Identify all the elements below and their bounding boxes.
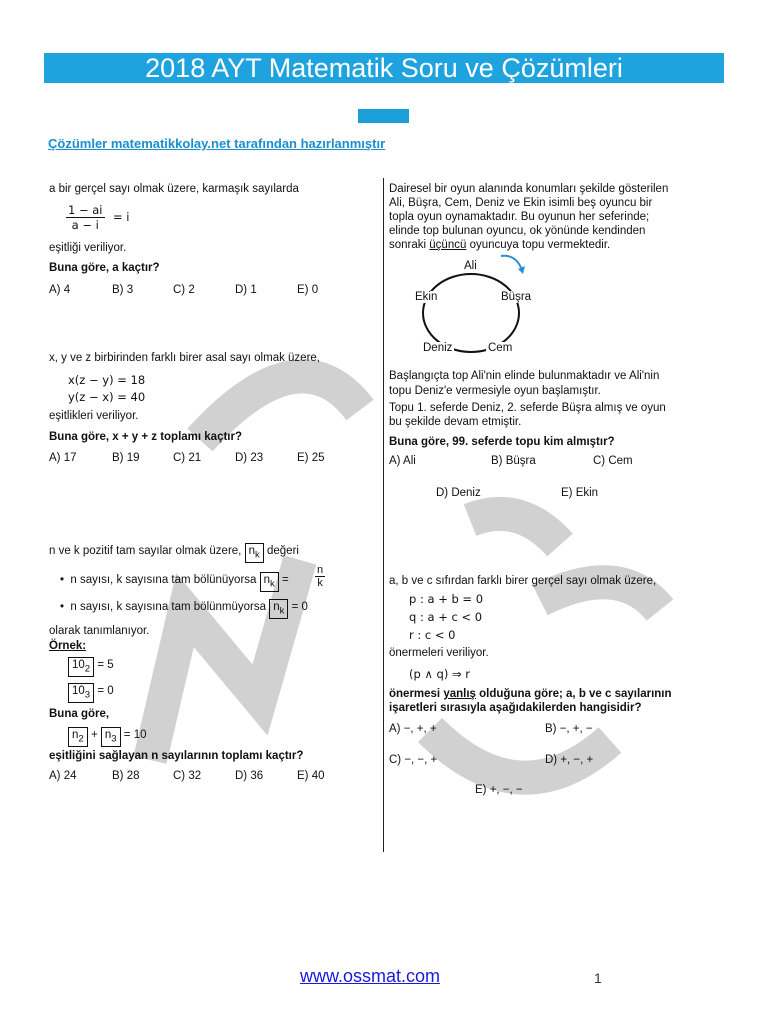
q3-b1-frac-den: k (317, 577, 323, 589)
q2-eq2: y(z − x) = 40 (68, 390, 146, 404)
q4-option-a[interactable]: A) Ali (389, 455, 416, 467)
q2-intro: x, y ve z birbirinden farklı birer asal sayı olmak üzere, (49, 352, 320, 364)
q3-example-label: Örnek: (49, 640, 87, 652)
circle-track (423, 274, 519, 352)
q3-ex2-rhs: = 0 (97, 685, 114, 697)
q1-eq-rhs: = i (113, 210, 130, 224)
player-deniz: Deniz (423, 342, 453, 354)
q4-question: Buna göre, 99. seferde topu kim almıştır? (389, 436, 615, 448)
q5-option-a[interactable]: A) −, +, + (389, 723, 437, 735)
q1-option-c[interactable]: C) 2 (173, 284, 195, 296)
q1-question: Buna göre, a kaçtır? (49, 262, 160, 274)
q4-body-2: topu Deniz'e vermesiyle oyun başlamıştır. (389, 385, 601, 397)
credit-link[interactable]: Çözümler matematikkolay.net tarafından hazırlanmıştır (48, 136, 386, 151)
q2-option-a[interactable]: A) 17 (49, 452, 77, 464)
q3-nk-box (245, 543, 264, 563)
q2-option-d[interactable]: D) 23 (235, 452, 264, 464)
page-title-banner: 2018 AYT Matematik Soru ve Çözümleri (44, 53, 724, 83)
q5-p: p : a + b = 0 (409, 592, 484, 606)
direction-arrow-icon (498, 252, 528, 278)
q3-question-a: Buna göre, (49, 708, 110, 720)
q3-option-b[interactable]: B) 28 (112, 770, 140, 782)
q4-intro-1: Dairesel bir oyun alanında konumları şekilde gösterilen (389, 183, 669, 195)
q3-intro-pre: n ve k pozitif tam sayılar olmak üzere, (49, 545, 242, 557)
q3-sum-n1: n (72, 729, 79, 741)
footer-site-link[interactable]: www.ossmat.com (300, 966, 441, 986)
q1-option-d[interactable]: D) 1 (235, 284, 257, 296)
q4-body-4: bu şekilde devam etmiştir. (389, 416, 522, 428)
q3-box-sub: k (255, 549, 260, 561)
q4-intro-3: topla oyun oynamaktadır. Bu oyunun her seferinde; (389, 211, 650, 223)
q2-eq1: x(z − y) = 18 (68, 373, 146, 387)
q1-frac-num: 1 − ai (68, 203, 103, 217)
q4-option-c[interactable]: C) Cem (593, 455, 633, 467)
q5-r: r : c < 0 (409, 628, 456, 642)
q2-option-b[interactable]: B) 19 (112, 452, 140, 464)
column-divider (383, 178, 384, 852)
page-number: 1 (594, 970, 602, 986)
q3-question-b: eşitliğini sağlayan n sayılarının toplamı kaçtır? (49, 750, 304, 762)
q3-intro-post: değeri (267, 545, 299, 557)
q1-intro: a bir gerçel sayı olmak üzere, karmaşık sayılarda (49, 183, 299, 195)
q4-intro-5-underlined: üçüncü (429, 239, 467, 251)
q3-sum-n2: n (104, 729, 112, 741)
q4-intro-4: elinde top bulunan oyuncu, ok yönünde kendinden (389, 225, 646, 237)
player-cem: Cem (488, 342, 513, 354)
q1-option-e[interactable]: E) 0 (297, 284, 319, 296)
q3-example2 (68, 683, 114, 703)
q3-example1 (68, 657, 114, 677)
q3-sum-plus: + (90, 729, 98, 741)
q3-bullet1-text: n sayısı, k sayısına tam bölünüyorsa (70, 574, 257, 586)
q5-option-e[interactable]: E) +, −, − (475, 784, 523, 796)
q3-bullet1-eq: = (282, 574, 289, 586)
q3-bullet2-box (269, 599, 288, 619)
q3-bullet1-box (260, 572, 279, 592)
q3-sum-box1 (68, 727, 88, 747)
q3-b2-box-sub: k (279, 605, 285, 617)
q3-option-e[interactable]: E) 40 (297, 770, 325, 782)
player-ali: Ali (464, 260, 477, 272)
q4-intro-5 (389, 239, 610, 251)
q4-body-1: Başlangıçta top Ali'nin elinde bulunmaktadır ve Ali'nin (389, 370, 660, 382)
q5-q1-underlined: yanlış (443, 688, 476, 700)
q3-sum-box2 (101, 727, 121, 747)
q5-intro: a, b ve c sıfırdan farklı birer gerçel sayı olmak üzere, (389, 575, 657, 587)
q1-frac-den: a − i (71, 218, 99, 232)
q3-defined: olarak tanımlanıyor. (49, 625, 150, 637)
q3-bullet1: • n sayısı, k sayısına tam bölünüyorsa $n_k$ = (60, 572, 289, 592)
q3-ex1-sub: 2 (84, 663, 91, 675)
q3-ex1-n: 10 (72, 659, 85, 671)
q3-bullet2: • n sayısı, k sayısına tam bölünmüyorsa $n_k = 0$ (60, 599, 308, 619)
q1-option-a[interactable]: A) 4 (49, 284, 71, 296)
q3-box-n: n (248, 545, 255, 557)
q4-intro-2: Ali, Büşra, Cem, Deniz ve Ekin isimli beş oyuncu bir (389, 197, 653, 209)
q3-ex1-box (68, 657, 94, 677)
q2-option-c[interactable]: C) 21 (173, 452, 202, 464)
q1-given: eşitliği veriliyor. (49, 242, 127, 254)
q4-intro-5-pre: sonraki (389, 239, 427, 251)
q2-option-e[interactable]: E) 25 (297, 452, 325, 464)
q3-bullet2-text: n sayısı, k sayısına tam bölünmüyorsa (70, 601, 267, 613)
q5-q1-pre: önermesi (389, 688, 441, 700)
q3-sum (68, 727, 147, 747)
q3-bullet2-eq: = 0 (291, 601, 308, 613)
player-busra: Büşra (501, 291, 532, 303)
q3-option-d[interactable]: D) 36 (235, 770, 264, 782)
q3-b2-box-n: n (273, 601, 280, 613)
player-ekin: Ekin (415, 291, 438, 303)
q5-implication: (p ∧ q) ⇒ r (409, 667, 470, 681)
q3-ex2-box (68, 683, 94, 703)
q3-sum-sub2: 3 (111, 733, 117, 745)
q5-option-c[interactable]: C) −, −, + (389, 754, 438, 766)
q3-option-a[interactable]: A) 24 (49, 770, 77, 782)
q5-question-2: işaretleri sırasıyla aşağıdakilerden hangisidir? (389, 702, 642, 714)
q3-intro (49, 543, 299, 563)
q2-question: Buna göre, x + y + z toplamı kaçtır? (49, 431, 243, 443)
q3-ex1-rhs: = 5 (97, 659, 114, 671)
q3-sum-rhs: = 10 (123, 729, 147, 741)
header-accent-bar (358, 109, 409, 123)
q1-fraction (66, 203, 105, 232)
q1-option-b[interactable]: B) 3 (112, 284, 134, 296)
q5-option-b[interactable]: B) −, +, − (545, 723, 593, 735)
q3-ex2-sub: 3 (84, 689, 91, 701)
q3-sum-sub1: 2 (78, 733, 84, 745)
q4-option-d[interactable]: D) Deniz (436, 487, 481, 499)
q5-option-d[interactable]: D) +, −, + (545, 754, 594, 766)
q5-question-1 (389, 688, 672, 700)
q4-intro-5-post: oyuncuya topu vermektedir. (469, 239, 611, 251)
q4-option-e[interactable]: E) Ekin (561, 487, 599, 499)
q3-ex2-n: 10 (72, 685, 85, 697)
q5-q1-post: olduğuna göre; a, b ve c sayılarının (479, 688, 672, 700)
q4-body-3: Topu 1. seferde Deniz, 2. seferde Büşra almış ve oyun (389, 402, 666, 414)
q3-b1-frac-num: n (317, 564, 324, 576)
q3-bullet1-frac (315, 564, 325, 589)
q3-b1-box-n: n (263, 574, 271, 586)
q2-given: eşitlikleri veriliyor. (49, 410, 139, 422)
q4-option-b[interactable]: B) Büşra (491, 455, 536, 467)
q5-given: önermeleri veriliyor. (389, 647, 489, 659)
q3-option-c[interactable]: C) 32 (173, 770, 202, 782)
q5-q: q : a + c < 0 (409, 610, 483, 624)
q3-b1-box-sub: k (270, 578, 275, 590)
